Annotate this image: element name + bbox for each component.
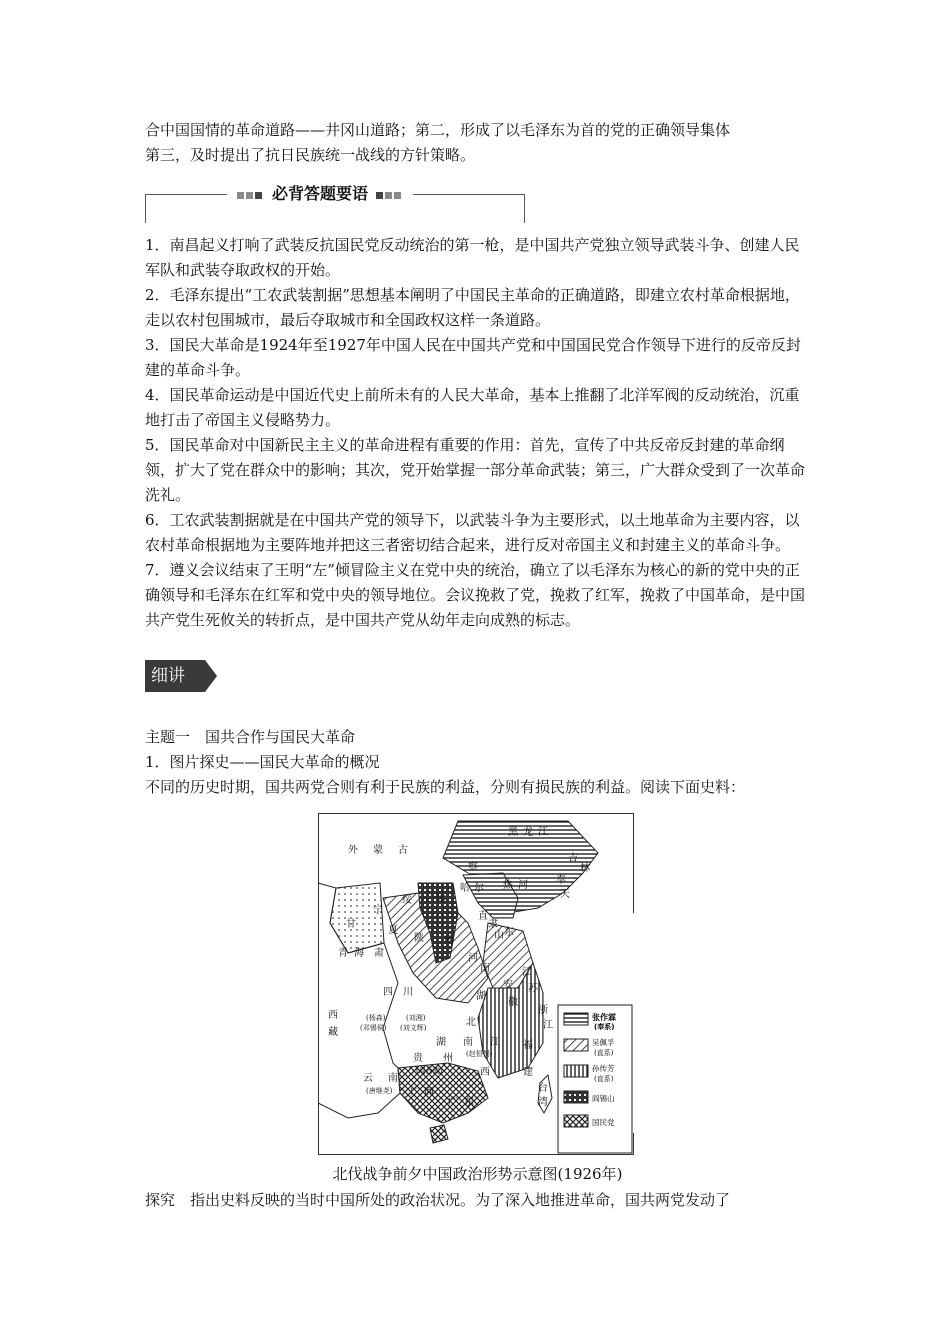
map-label: 西 bbox=[328, 1010, 338, 1021]
map-label: 哈 bbox=[460, 883, 470, 894]
legend-label: 国民党 bbox=[592, 1118, 615, 1127]
map-note: (刘湘) bbox=[406, 1014, 426, 1022]
topic-subheading: 1．图片探史——国民大革命的概况 bbox=[145, 753, 380, 771]
map-label: 藏 bbox=[328, 1027, 338, 1038]
map-label: 奉 bbox=[556, 875, 566, 886]
map-note: (周西成) bbox=[416, 1067, 443, 1075]
map-label: 广 bbox=[410, 1087, 420, 1098]
map-label: 江 bbox=[522, 967, 532, 978]
map-label: 海 bbox=[354, 948, 364, 959]
section-header bbox=[145, 185, 525, 223]
map-label: 黑 bbox=[508, 827, 518, 838]
map-label: 湾 bbox=[538, 1097, 548, 1108]
intro-line-1: 合中国国情的革命道路——井冈山道路；第二，形成了以毛泽东为首的党的正确领导集体 bbox=[145, 121, 731, 139]
map-label: 川 bbox=[403, 987, 413, 998]
map-label: 江 bbox=[490, 1037, 500, 1048]
map-label: 直 bbox=[478, 911, 488, 922]
decor-squares-right bbox=[376, 183, 403, 205]
section-label bbox=[227, 183, 413, 205]
list-item: 4．国民革命运动是中国近代史上前所未有的人民大革命，基本上推翻了北洋军阀的反动统治，沉重地打击了帝国主义侵略势力。 bbox=[145, 386, 800, 429]
map-label: 西 bbox=[424, 1087, 434, 1098]
map-label: 尔 bbox=[474, 883, 484, 894]
map-label: 苏 bbox=[528, 983, 538, 994]
map-note: (杨森) bbox=[366, 1014, 386, 1022]
map-label: 湖 bbox=[476, 991, 486, 1002]
map-label: 南 bbox=[388, 1073, 398, 1084]
map-label: 肃 bbox=[374, 948, 384, 959]
map-label: 江 bbox=[543, 1020, 553, 1031]
map-label: 察 bbox=[468, 862, 478, 873]
legend-swatch-wu bbox=[564, 1039, 588, 1051]
legend-sublabel: (直系) bbox=[594, 1049, 614, 1057]
map-label: 绥 bbox=[402, 895, 412, 906]
map-label: 青 bbox=[338, 948, 348, 959]
map-label: 台 bbox=[538, 1083, 548, 1094]
list-item: 3．国民大革命是1924年至1927年中国人民在中国共产党和中国国民党合作领导下进行的反帝反封建的革命斗争。 bbox=[145, 336, 801, 379]
map-note: (刘文辉) bbox=[400, 1024, 427, 1032]
map-label: 宁 bbox=[373, 905, 383, 916]
topic-text: 不同的历史时期，国共两党合则有利于民族的利益，分则有损民族的利益。阅读下面史料： bbox=[145, 778, 746, 796]
intro-line-2: 第三，及时提出了抗日民族统一战线的方针策略。 bbox=[145, 146, 476, 164]
map-label: 天 bbox=[560, 889, 570, 900]
map-label: 河 bbox=[468, 953, 478, 964]
legend-sublabel: (直系) bbox=[594, 1075, 614, 1083]
legend-label: 阎锡山 bbox=[592, 1094, 615, 1103]
exploration-line: 探究 指出史料反映的当时中国所处的政治状况。为了深入地推进革命，国共两党发动了 bbox=[145, 1191, 731, 1209]
map-label: 西 bbox=[444, 935, 454, 946]
map-label: 东 bbox=[464, 1097, 474, 1108]
map-label: 建 bbox=[523, 1067, 533, 1078]
map-label: 山 bbox=[494, 930, 504, 941]
map-legend bbox=[558, 1005, 632, 1153]
core-banner bbox=[145, 660, 345, 692]
core-title: 核心考点 bbox=[205, 660, 345, 692]
map-label: 古 bbox=[398, 845, 408, 856]
legend-swatch-yan bbox=[564, 1091, 588, 1103]
map-label: 陕 bbox=[414, 933, 424, 944]
list-item: 7．遵义会议结束了王明“左”倾冒险主义在党中央的统治，确立了以毛泽东为核心的新的党中央的正确领导和毛泽东在红军和党中央的领导地位。会议挽救了党，挽救了红军，挽救了中国革命，是中国共产党生死攸关的转折点，是中国共产党从幼年走向成熟的标志。 bbox=[145, 561, 806, 629]
map-label: 徽 bbox=[508, 997, 518, 1008]
legend-label: 吴佩孚 bbox=[592, 1038, 615, 1047]
topic-heading: 主题一 国共合作与国民大革命 bbox=[145, 728, 356, 746]
map-caption: 北伐战争前夕中国政治形势示意图(1926年) bbox=[332, 1165, 623, 1183]
banner-arrow bbox=[205, 660, 217, 692]
decor-squares-left bbox=[237, 183, 264, 205]
map-label: 福 bbox=[523, 1040, 533, 1051]
list-item: 1．南昌起义打响了武装反抗国民党反动统治的第一枪，是中国共产党独立领导武装斗争、创建人民军队和武装夺取政权的开始。 bbox=[145, 236, 800, 279]
map-label: 江 bbox=[538, 827, 548, 838]
map-label: 云 bbox=[363, 1073, 373, 1084]
legend-swatch-zhang bbox=[564, 1013, 588, 1025]
legend-label: 孙传芳 bbox=[592, 1064, 615, 1073]
map-label: 贵 bbox=[413, 1053, 423, 1064]
map-label: 浙 bbox=[538, 1005, 548, 1016]
map-label: 外 bbox=[348, 845, 358, 856]
map-label: 州 bbox=[443, 1053, 453, 1064]
map-label: 甘 bbox=[346, 919, 356, 930]
list-item: 2．毛泽东提出“工农武装割据”思想基本阐明了中国民主革命的正确道路，即建立农村革命根据地，走以农村包围城市，最后夺取城市和全国政权这样一条道路。 bbox=[145, 286, 800, 329]
topic-section bbox=[145, 725, 810, 800]
map-label: 蒙 bbox=[373, 845, 383, 856]
map-label: 安 bbox=[503, 980, 513, 991]
map-label: 河 bbox=[518, 880, 528, 891]
key-points-list bbox=[145, 233, 810, 633]
map-label: 广 bbox=[448, 1097, 458, 1108]
map-label: 夏 bbox=[388, 925, 398, 936]
legend-sublabel: (奉系) bbox=[594, 1023, 615, 1031]
map-label: 西 bbox=[480, 1067, 490, 1078]
core-tag: 细讲 bbox=[145, 660, 205, 692]
map-note: (赵恒惕) bbox=[466, 1050, 493, 1058]
section-title: 必背答题要语 bbox=[272, 184, 369, 203]
list-item: 5．国民革命对中国新民主主义的革命进程有重要的作用：首先，宣传了中共反帝反封建的革命纲领，扩大了党在群众中的影响；其次，党开始掌握一部分革命武装；第三，广大群众受到了一次革命洗礼。 bbox=[145, 436, 806, 504]
map-label: 龙 bbox=[523, 827, 533, 838]
legend-swatch-kmt bbox=[564, 1115, 588, 1127]
map-label: 南 bbox=[463, 1037, 473, 1048]
map-label: 南 bbox=[480, 963, 490, 974]
map-note: (邓锡侯) bbox=[360, 1024, 387, 1032]
map-label: 湖 bbox=[436, 1037, 446, 1048]
map-note: (唐继尧) bbox=[366, 1087, 393, 1095]
map-label: 四 bbox=[383, 987, 393, 998]
map-label: 隶 bbox=[488, 919, 498, 930]
legend-label: 张作霖 bbox=[592, 1013, 616, 1022]
map-label: 东 bbox=[504, 927, 514, 938]
map-label: 热 bbox=[503, 880, 513, 891]
list-item: 6．工农武装割据就是在中国共产党的领导下，以武装斗争为主要形式，以土地革命为主要内容，以农村革命根据地为主要阵地并把这三者密切结合起来，进行反对帝国主义和封建主义的革命斗争。 bbox=[145, 511, 800, 554]
map-label: 远 bbox=[436, 893, 446, 904]
map-label: 吉 bbox=[568, 853, 578, 864]
map-label: 北 bbox=[466, 1017, 476, 1028]
legend-swatch-sun bbox=[564, 1065, 588, 1077]
map-label: 林 bbox=[580, 863, 590, 874]
historical-map bbox=[318, 813, 634, 1155]
intro-paragraph bbox=[145, 118, 810, 168]
